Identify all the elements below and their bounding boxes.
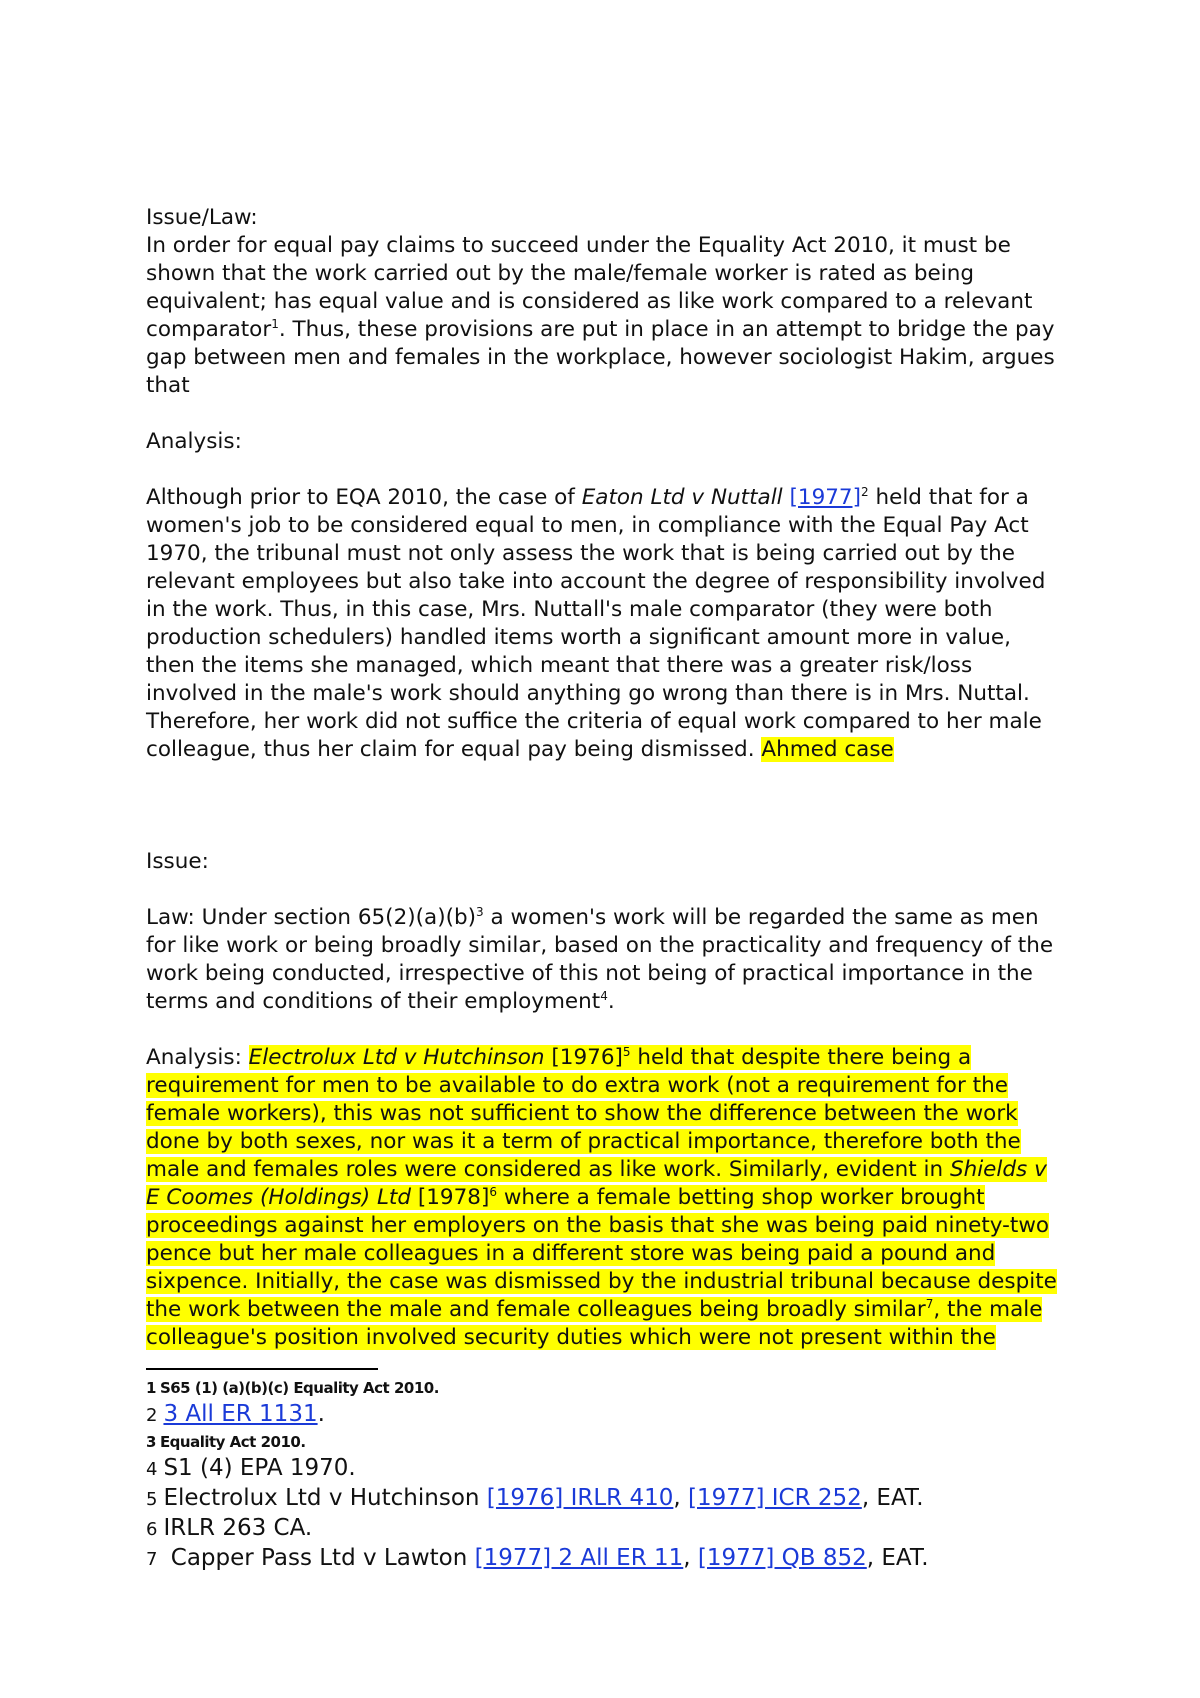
section2-heading: Issue:: [146, 849, 209, 874]
law-text-b: a women's work will be regarded the same as men for like work or being broadly similar, based on the practicality and frequency of the work being conducted, irrespective of this not being of practical importance in the terms and conditions of their employment: [146, 905, 1054, 1014]
analysis1-text-b: held that for a women's job to be considered equal to men, in compliance with the Equal Pay Act 1970, the tribunal must not only assess the work that is being carried out by the relevant employees but also take into account the degree of responsibility involved in the work. Thus, in this case, Mrs. Nuttall's male comparator (they were both production schedulers) handled items worth a significant amount more in value, then the items she managed, which meant that there was a greater risk/loss involved in the male's work should anything go wrong than there is in Mrs. Nuttal. Therefore, her work did not suffice the criteria of equal work compared to her male colleague, thus her claim for equal pay being dismissed.: [146, 485, 1046, 762]
citation-link[interactable]: [1977] 2 All ER 11: [474, 1545, 684, 1571]
footnote-separator: [146, 1368, 378, 1370]
citation-link[interactable]: [1977] QB 852: [697, 1545, 867, 1571]
case-name-eaton: Eaton Ltd v Nuttall: [581, 485, 783, 510]
footnote-text: Equality Act 2010.: [159, 1433, 306, 1451]
footnote-ref-3[interactable]: 3: [476, 904, 484, 919]
case-year-electrolux: [1976]: [544, 1045, 623, 1070]
case-year-link[interactable]: [1977]: [789, 485, 861, 510]
footnote-number: 7: [146, 1549, 158, 1570]
footnote-text: Capper Pass Ltd v Lawton: [163, 1545, 475, 1571]
analysis-paragraph-2: [146, 1044, 1066, 1352]
footnote-6: [146, 1514, 1066, 1544]
analysis2-text-2: where a female betting shop worker brought proceedings against her employers on the basis that she was being paid ninety-two pence but her male colleagues in a different store was being paid a pound and sixpence. Initially, the case was dismissed by the industrial tribunal because despite the work between the male and female colleagues being broadly similar: [146, 1185, 1057, 1322]
analysis2-highlight: [146, 1045, 1057, 1350]
footnote-number: 5: [146, 1489, 158, 1510]
footnote-number: 4: [146, 1459, 158, 1480]
footnote-ref-4[interactable]: 4: [600, 988, 608, 1003]
footnote-text: , EAT.: [861, 1485, 924, 1511]
highlight-note: Ahmed case: [761, 737, 894, 762]
citation-link[interactable]: 3 All ER 1131: [163, 1401, 318, 1427]
analysis2-label: Analysis:: [146, 1045, 249, 1070]
case-name-electrolux: Electrolux Ltd v Hutchinson: [248, 1045, 545, 1070]
analysis-heading-1: Analysis:: [146, 429, 242, 454]
footnote-ref-7[interactable]: 7: [925, 1296, 934, 1311]
law-text-c: .: [607, 989, 615, 1014]
analysis1-text-a: Although prior to EQA 2010, the case of: [146, 485, 582, 510]
footnote-7: [146, 1544, 1066, 1574]
case-name-shields: Shields v E Coomes (Holdings) Ltd: [146, 1157, 1047, 1210]
analysis-paragraph-1: [146, 484, 1066, 764]
footnote-number: 3: [146, 1433, 156, 1451]
footnote-ref-5[interactable]: 5: [622, 1044, 631, 1059]
footnote-number: 1: [146, 1379, 156, 1397]
footnote-number: 6: [146, 1519, 158, 1540]
footnote-ref-1[interactable]: 1: [271, 316, 279, 331]
footnote-ref-2[interactable]: 2: [861, 484, 869, 499]
footnote-1: [146, 1376, 1066, 1400]
law-paragraph: [146, 904, 1066, 1016]
footnote-5: [146, 1484, 1066, 1514]
case-year-shields: [1978]: [411, 1185, 490, 1210]
analysis2-text-3: , the male colleague's position involved security duties which were not present within the: [146, 1297, 1043, 1350]
citation-link[interactable]: [1976] IRLR 410: [486, 1485, 674, 1511]
footnote-separator-text: ,: [683, 1545, 698, 1571]
section1-paragraph: [146, 232, 1066, 400]
section1-text-a: In order for equal pay claims to succeed under the Equality Act 2010, it must be shown that the work carried out by the male/female worker is rated as being equivalent; has equal value and is considered as like work compared to a relevant comparator: [146, 233, 1033, 342]
footnote-separator-text: ,: [673, 1485, 688, 1511]
footnote-text: Electrolux Ltd v Hutchinson: [163, 1485, 487, 1511]
footnote-text: S1 (4) EPA 1970.: [163, 1455, 356, 1481]
footnote-text: .: [317, 1401, 325, 1427]
footnote-3: [146, 1430, 1066, 1454]
footnote-number: 2: [146, 1405, 158, 1426]
footnote-ref-6[interactable]: 6: [489, 1184, 497, 1199]
footnote-4: [146, 1454, 1066, 1484]
section1-text-b: . Thus, these provisions are put in place in an attempt to bridge the pay gap between men and females in the workplace, however sociologist Hakim, argues that: [146, 317, 1055, 398]
footnote-text: IRLR 263 CA.: [163, 1515, 313, 1541]
footnote-text: , EAT.: [866, 1545, 929, 1571]
analysis2-text-1: held that despite there being a requirement for men to be available to do extra work (not a requirement for the female workers), this was not sufficient to show the difference between the work done by both sexes, nor was it a term of practical importance, therefore both the male and females roles were considered as like work. Similarly, evident in: [146, 1045, 1021, 1182]
footnote-text: S65 (1) (a)(b)(c) Equality Act 2010.: [159, 1379, 439, 1397]
body-text: [146, 204, 1066, 1352]
citation-link[interactable]: [1977] ICR 252: [687, 1485, 862, 1511]
law-text-a: Law: Under section 65(2)(a)(b): [146, 905, 477, 930]
footnote-2: [146, 1400, 1066, 1430]
section1-heading: Issue/Law:: [146, 205, 258, 230]
footnotes: [146, 1376, 1066, 1574]
